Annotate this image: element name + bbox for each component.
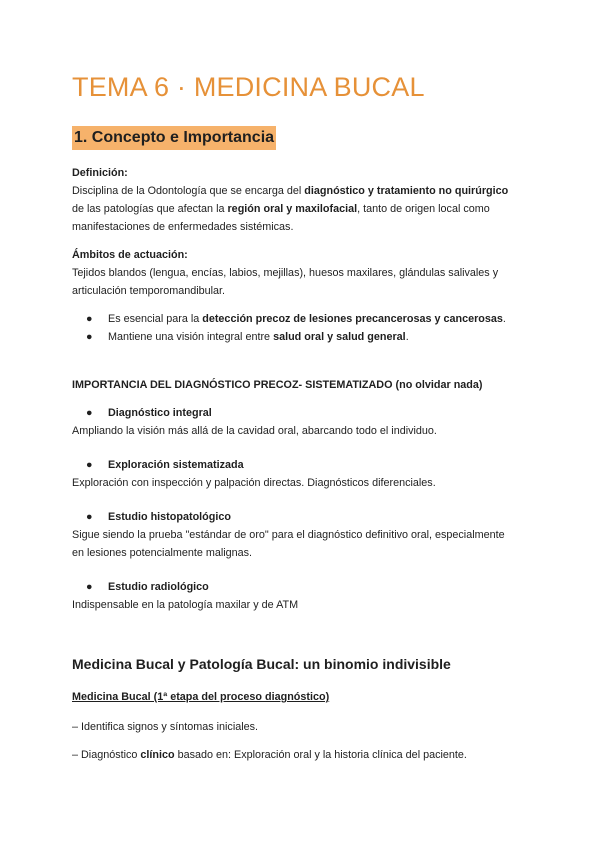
- list-item: ● Mantiene una visión integral entre salud oral y salud general.: [86, 328, 409, 346]
- list-item: ● Es esencial para la detección precoz de lesiones precancerosas y cancerosas.: [86, 310, 506, 328]
- subsection-heading: Medicina Bucal y Patología Bucal: un binomio indivisible: [72, 656, 451, 672]
- bullet-icon: ●: [86, 313, 93, 325]
- page-title: TEMA 6 · MEDICINA BUCAL: [72, 72, 425, 102]
- bullet-icon: ●: [86, 581, 93, 593]
- definition-label: Definición:: [72, 167, 128, 179]
- bullet-icon: ●: [86, 331, 93, 343]
- definition-line-1: Disciplina de la Odontología que se encarga del diagnóstico y tratamiento no quirúrgico: [72, 185, 509, 197]
- text-line: – Identifica signos y síntomas iniciales.: [72, 721, 259, 733]
- text-line: – Diagnóstico clínico basado en: Exploración oral y la historia clínica del paciente.: [72, 749, 467, 761]
- scope-label: Ámbitos de actuación:: [72, 249, 188, 261]
- list-item: ● Estudio radiológico: [86, 578, 209, 596]
- item-description: Ampliando la visión más allá de la cavidad oral, abarcando todo el individuo.: [72, 425, 437, 437]
- definition-line-3: manifestaciones de enfermedades sistémicas.: [72, 221, 294, 233]
- bullet-icon: ●: [86, 407, 93, 419]
- list-item: ● Exploración sistematizada: [86, 456, 244, 474]
- item-description: Sigue siendo la prueba "estándar de oro" para el diagnóstico definitivo oral, especialmente: [72, 529, 505, 541]
- section-heading: 1. Concepto e Importancia: [72, 126, 276, 150]
- scope-line-2: articulación temporomandibular.: [72, 285, 226, 297]
- scope-line-1: Tejidos blandos (lengua, encías, labios, mejillas), huesos maxilares, glándulas salivales y: [72, 267, 499, 279]
- list-item: ● Diagnóstico integral: [86, 404, 212, 422]
- item-description: Exploración con inspección y palpación directas. Diagnósticos diferenciales.: [72, 477, 436, 489]
- definition-line-2: de las patologías que afectan la región oral y maxilofacial, tanto de origen local como: [72, 203, 490, 215]
- item-description: Indispensable en la patología maxilar y de ATM: [72, 599, 299, 611]
- bullet-icon: ●: [86, 459, 93, 471]
- importance-heading: IMPORTANCIA DEL DIAGNÓSTICO PRECOZ- SISTEMATIZADO (no olvidar nada): [72, 379, 483, 391]
- list-item: ● Estudio histopatológico: [86, 508, 231, 526]
- subheading: Medicina Bucal (1ª etapa del proceso diagnóstico): [72, 691, 330, 703]
- item-description-cont: en lesiones potencialmente malignas.: [72, 547, 253, 559]
- bullet-icon: ●: [86, 511, 93, 523]
